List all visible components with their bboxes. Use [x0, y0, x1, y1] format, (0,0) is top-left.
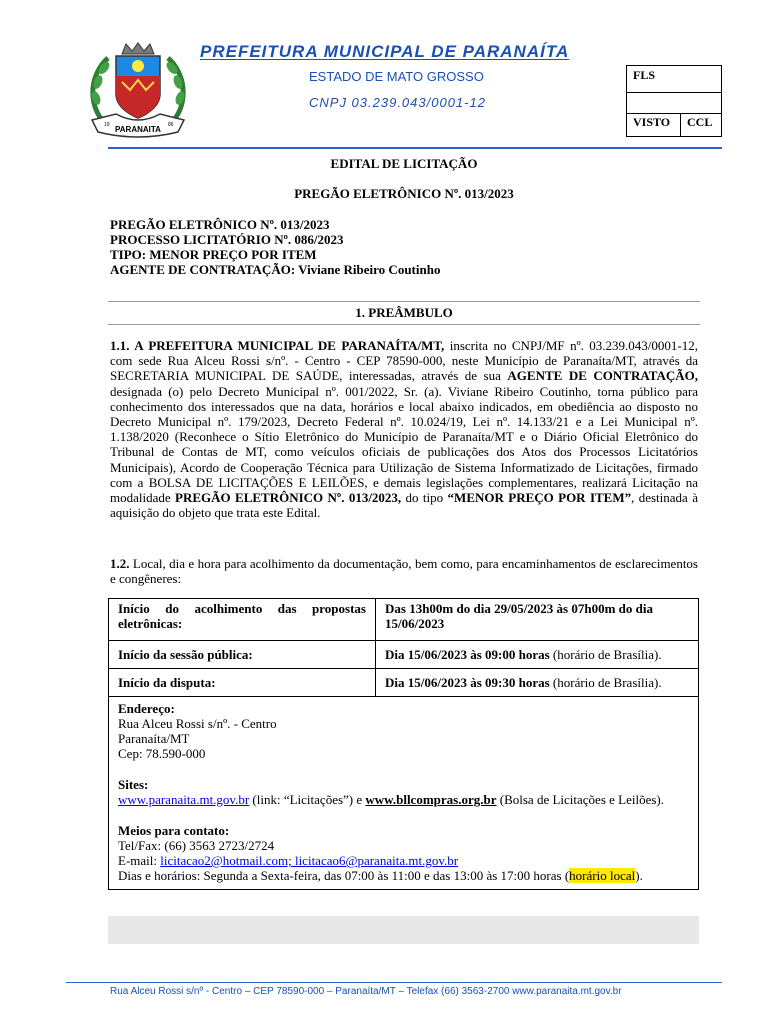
- address-heading: Endereço:: [118, 701, 175, 716]
- contact-phone: Tel/Fax: (66) 3563 2723/2724: [118, 838, 275, 853]
- svg-text:86: 86: [168, 122, 174, 128]
- footer-address: Rua Alceu Rossi s/nº - Centro – CEP 78590-000 – Paranaíta/MT – Telefax (66) 3563-2700 www.paranaita.mt.gov.br: [110, 986, 622, 997]
- state-name: ESTADO DE MATO GROSSO: [309, 69, 484, 84]
- table-value: Dia 15/06/2023 às 09:30 horas (horário de Brasília).: [376, 669, 699, 697]
- table-value: Dia 15/06/2023 às 09:00 horas (horário de Brasília).: [376, 641, 699, 669]
- cnpj: CNPJ 03.239.043/0001-12: [309, 95, 486, 110]
- table-row: [109, 641, 699, 669]
- address-cep: Cep: 78.590-000: [118, 746, 206, 761]
- sites-line: www.paranaita.mt.gov.br (link: “Licitações”) e www.bllcompras.org.br (Bolsa de Licitações e Leilões).: [118, 792, 664, 807]
- fls-label: FLS: [627, 66, 721, 93]
- table-row: [109, 599, 699, 641]
- paragraph-1-2: 1.2. Local, dia e hora para acolhimento da documentação, bem como, para encaminhamentos de esclarecimentos e congêneres:: [110, 556, 698, 587]
- municipal-seal-logo: [86, 42, 190, 142]
- schedule-table: [108, 598, 699, 890]
- table-row: [109, 669, 699, 697]
- section-heading: 1. PREÂMBULO: [108, 301, 700, 325]
- sites-heading: Sites:: [118, 777, 149, 792]
- contact-email: E-mail: licitacao2@hotmail.com; licitacao6@paranaita.mt.gov.br: [118, 853, 459, 868]
- meta-tipo: TIPO: MENOR PREÇO POR ITEM: [110, 247, 317, 262]
- address-street: Rua Alceu Rossi s/nº. - Centro: [118, 716, 277, 731]
- email-link[interactable]: licitacao2@hotmail.com; licitacao6@paranaita.mt.gov.br: [160, 853, 459, 868]
- table-row: [109, 697, 699, 890]
- header-divider: [108, 147, 722, 149]
- address-city: Paranaíta/MT: [118, 731, 190, 746]
- table-label: Início da sessão pública:: [109, 641, 376, 669]
- pregao-title: PREGÃO ELETRÔNICO Nº. 013/2023: [294, 186, 514, 201]
- contact-cell: [109, 697, 699, 890]
- table-value: Das 13h00m do dia 29/05/2023 às 07h00m do dia 15/06/2023: [376, 599, 699, 641]
- edital-title: EDITAL DE LICITAÇÃO: [330, 156, 478, 171]
- meta-agente: AGENTE DE CONTRATAÇÃO: Viviane Ribeiro Coutinho: [110, 262, 441, 277]
- meta-pregao: PREGÃO ELETRÔNICO Nº. 013/2023: [110, 217, 330, 232]
- org-title: PREFEITURA MUNICIPAL DE PARANAÍTA: [200, 42, 570, 61]
- paragraph-1-1: 1.1. A PREFEITURA MUNICIPAL DE PARANAÍTA/MT, inscrita no CNPJ/MF nº. 03.239.043/0001-12, com sede Rua Alceu Rossi s/nº. - Centro - CEP 78590-000, neste Município de Paranaíta/MT, através da SECRETARIA MUNICIPAL DE SAÚDE, interessadas, através de sua AGENTE DE CONTRATAÇÃO, designada (o) pelo Decreto Municipal nº. 001/2022, Sr. (a). Viviane Ribeiro Coutinho, torna público para conhecimento dos interessados que na data, horários e local abaixo indicados, em obediência ao disposto no Decreto Municipal nº. 179/2023, Decreto Federal nº. 10.024/19, Lei nº. 14.133/21 e a Lei Municipal nº. 1.138/2020 (Reconhece o Sítio Eletrônico do Município de Paranaíta/MT e o Diário Oficial Eletrônico do Tribunal de Contas de MT, como veículos oficiais de publicações dos Atos dos Processos Licitatórios Municipais), Acordo de Cooperação Técnica para Utilização de Sistema Informatizado de Licitações, firmado com a BOLSA DE LICITAÇÕES E LEILÕES, e demais legislações complementares, realizará Licitação na modalidade PREGÃO ELETRÔNICO Nº. 013/2023, do tipo “MENOR PREÇO POR ITEM”, destinada à aquisição do objeto que trata este Edital.: [110, 338, 698, 521]
- table-label: Início da disputa:: [109, 669, 376, 697]
- site-link-paranaita[interactable]: www.paranaita.mt.gov.br: [118, 792, 250, 807]
- meta-processo: PROCESSO LICITATÓRIO Nº. 086/2023: [110, 232, 344, 247]
- svg-text:19: 19: [104, 122, 110, 128]
- footer-divider: [66, 982, 722, 983]
- highlighted-text: horário local: [569, 868, 636, 883]
- contact-heading: Meios para contato:: [118, 823, 230, 838]
- table-bottom-band: [108, 916, 699, 944]
- ccl-label: CCL: [687, 115, 713, 129]
- svg-text:PARANAITA: PARANAITA: [115, 125, 161, 134]
- site-link-bll[interactable]: www.bllcompras.org.br: [365, 792, 497, 807]
- contact-hours: Dias e horários: Segunda a Sexta-feira, das 07:00 às 11:00 e das 13:00 às 17:00 horas (horário local).: [118, 868, 643, 883]
- fls-blank: [627, 93, 721, 114]
- visto-label: VISTO: [627, 113, 681, 136]
- table-label: Início do acolhimento das propostas eletrônicas:: [109, 599, 376, 641]
- protocol-stamp-box: [626, 65, 722, 137]
